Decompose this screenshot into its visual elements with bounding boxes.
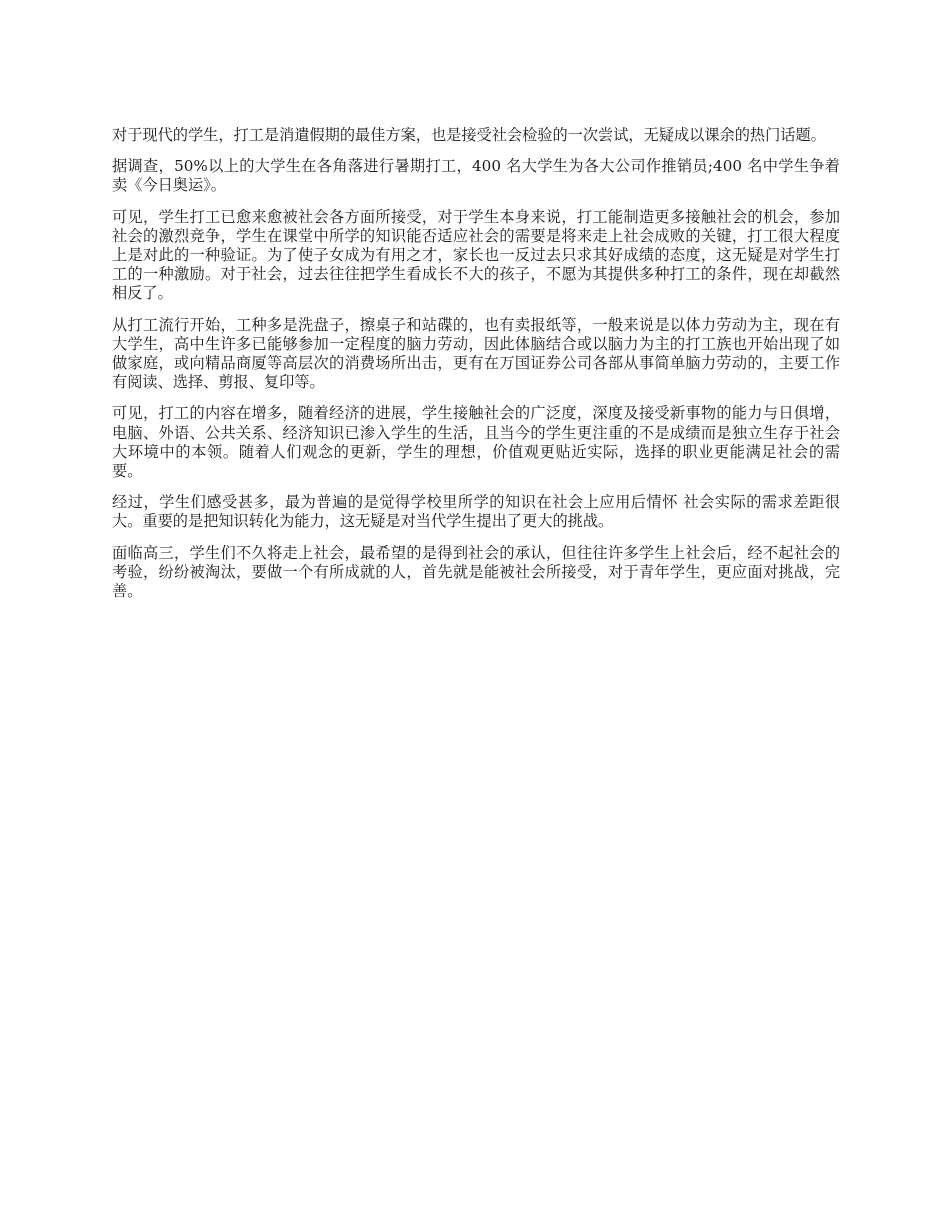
paragraph-7: 面临高三，学生们不久将走上社会，最希望的是得到社会的承认，但往往许多学生上社会后，经不起社会的考验，纷纷被淘汰，要做一个有所成就的人，首先就是能被社会所接受，对于青年学生，更应面对挑战，完善。 [112, 543, 840, 601]
paragraph-4: 从打工流行开始，工种多是洗盘子，擦桌子和站碟的，也有卖报纸等，一般来说是以体力劳动为主，现在有大学生，高中生许多已能够参加一定程度的脑力劳动，因此体脑结合或以脑力为主的打工族也开始出现了如做家庭，或向精品商厦等高层次的消费场所出击，更有在万国证券公司各部从事简单脑力劳动的，主要工作有阅读、选择、剪报、复印等。 [112, 315, 840, 392]
document-page [112, 126, 840, 613]
paragraph-1: 对于现代的学生，打工是消遣假期的最佳方案，也是接受社会检验的一次尝试，无疑成以课余的热门话题。 [112, 126, 826, 144]
paragraph-5: 可见，打工的内容在增多，随着经济的进展，学生接触社会的广泛度，深度及接受新事物的能力与日俱增，电脑、外语、公共关系、经济知识已渗入学生的生活，且当今的学生更注重的不是成绩而是独立生存于社会大环境中的本领。随着人们观念的更新，学生的理想，价值观更贴近实际，选择的职业更能满足社会的需要。 [112, 404, 840, 481]
paragraph-2: 据调查，50%以上的大学生在各角落进行暑期打工，400 名大学生为各大公司作推销员;400 名中学生争着卖《今日奥运》。 [112, 157, 840, 195]
paragraph-6: 经过，学生们感受甚多，最为普遍的是觉得学校里所学的知识在社会上应用后情怀 社会实际的需求差距很大。重要的是把知识转化为能力，这无疑是对当代学生提出了更大的挑战。 [112, 493, 840, 531]
paragraph-3: 可见，学生打工已愈来愈被社会各方面所接受，对于学生本身来说，打工能制造更多接触社会的机会，参加社会的激烈竞争，学生在课堂中所学的知识能否适应社会的需要是将来走上社会成败的关键，打工很大程度上是对此的一种验证。为了使子女成为有用之才，家长也一反过去只求其好成绩的态度，这无疑是对学生打工的一种激励。对于社会，过去往往把学生看成长不大的孩子，不愿为其提供多种打工的条件，现在却截然相反了。 [112, 207, 840, 303]
